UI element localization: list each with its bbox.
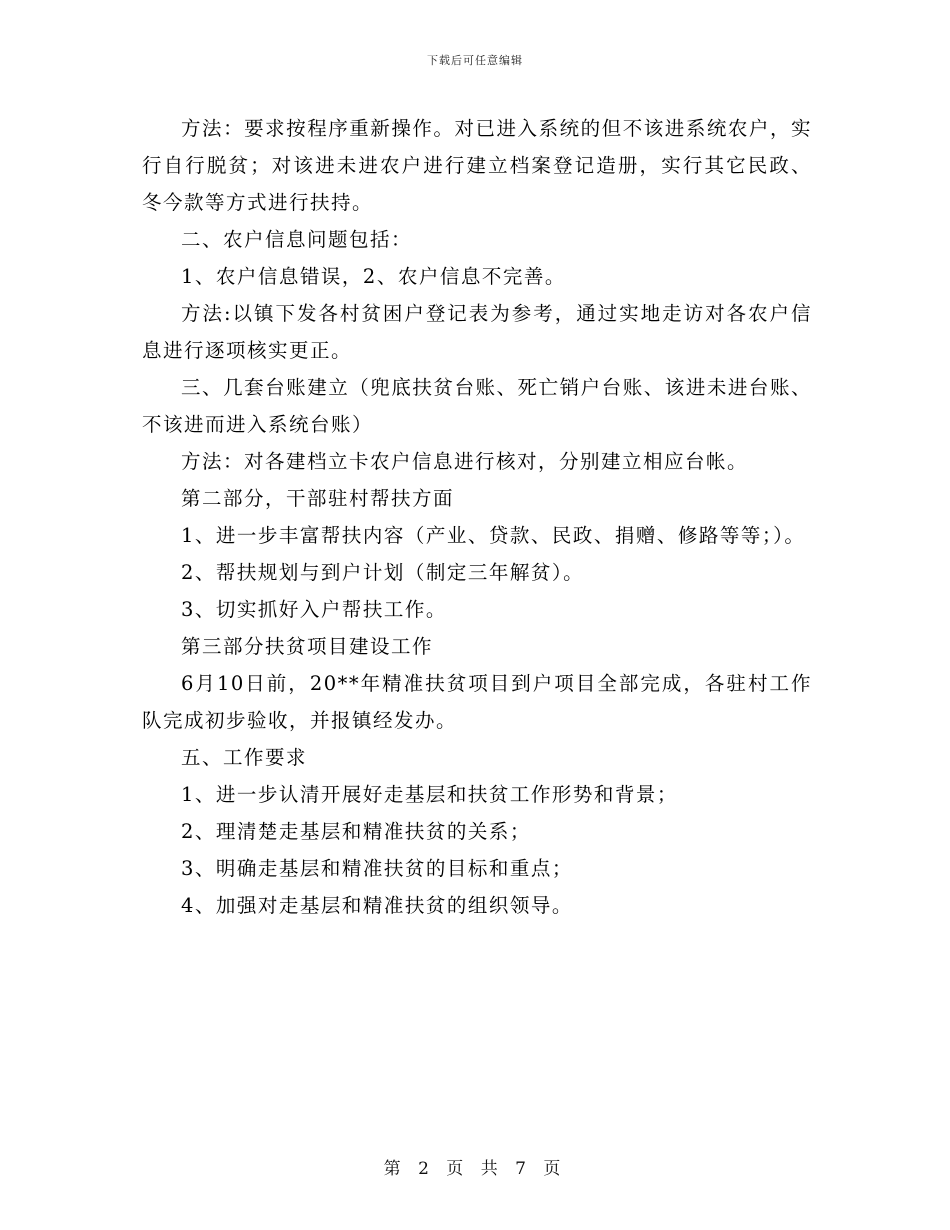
paragraph-household-work: 3、切实抓好入户帮扶工作。 xyxy=(181,598,447,621)
paragraph-method-verify: 方法:以镇下发各村贫困户登记表为参考，通过实地走访对各农户信息进行逐项核实更正。 xyxy=(142,302,812,362)
requirement-item-3: 3、明确走基层和精准扶贫的目标和重点； xyxy=(181,857,573,880)
heading-work-requirements: 五、工作要求 xyxy=(181,746,308,769)
page-number: 第 2 页 共 7 页 xyxy=(383,1159,567,1179)
heading-part-two: 第二部分，干部驻村帮扶方面 xyxy=(181,487,455,510)
requirement-item-1: 1、进一步认清开展好走基层和扶贫工作形势和背景； xyxy=(181,783,678,806)
paragraph-method-ledgers: 方法：对各建档立卡农户信息进行核对，分别建立相应台帐。 xyxy=(181,450,749,473)
page-header-note: 下载后可任意编辑 xyxy=(427,54,523,67)
document-body xyxy=(142,110,812,924)
requirement-item-4: 4、加强对走基层和精准扶贫的组织领导。 xyxy=(181,894,573,917)
heading-part-three: 第三部分扶贫项目建设工作 xyxy=(181,635,434,658)
requirement-item-2: 2、理清楚走基层和精准扶贫的关系； xyxy=(181,820,531,843)
paragraph-assistance-plan: 2、帮扶规划与到户计划（制定三年解贫）。 xyxy=(181,561,585,584)
paragraph-project-deadline: 6月10日前，20**年精准扶贫项目到户项目全部完成，各驻村工作队完成初步验收，并报镇经发办。 xyxy=(142,672,812,732)
paragraph-method-reoperate: 方法：要求按程序重新操作。对已进入系统的但不该进系统农户，实行自行脱贫；对该进未进农户进行建立档案登记造册，实行其它民政、冬今款等方式进行扶持。 xyxy=(142,117,812,214)
heading-farmer-info-issues: 二、农户信息问题包括： xyxy=(181,228,413,251)
paragraph-info-errors: 1、农户信息错误，2、农户信息不完善。 xyxy=(181,265,566,288)
heading-ledgers: 三、几套台账建立（兜底扶贫台账、死亡销户台账、该进未进台账、不该进而进入系统台账） xyxy=(142,376,812,436)
paragraph-assistance-content: 1、进一步丰富帮扶内容（产业、贷款、民政、捐赠、修路等等；）。 xyxy=(181,524,806,547)
